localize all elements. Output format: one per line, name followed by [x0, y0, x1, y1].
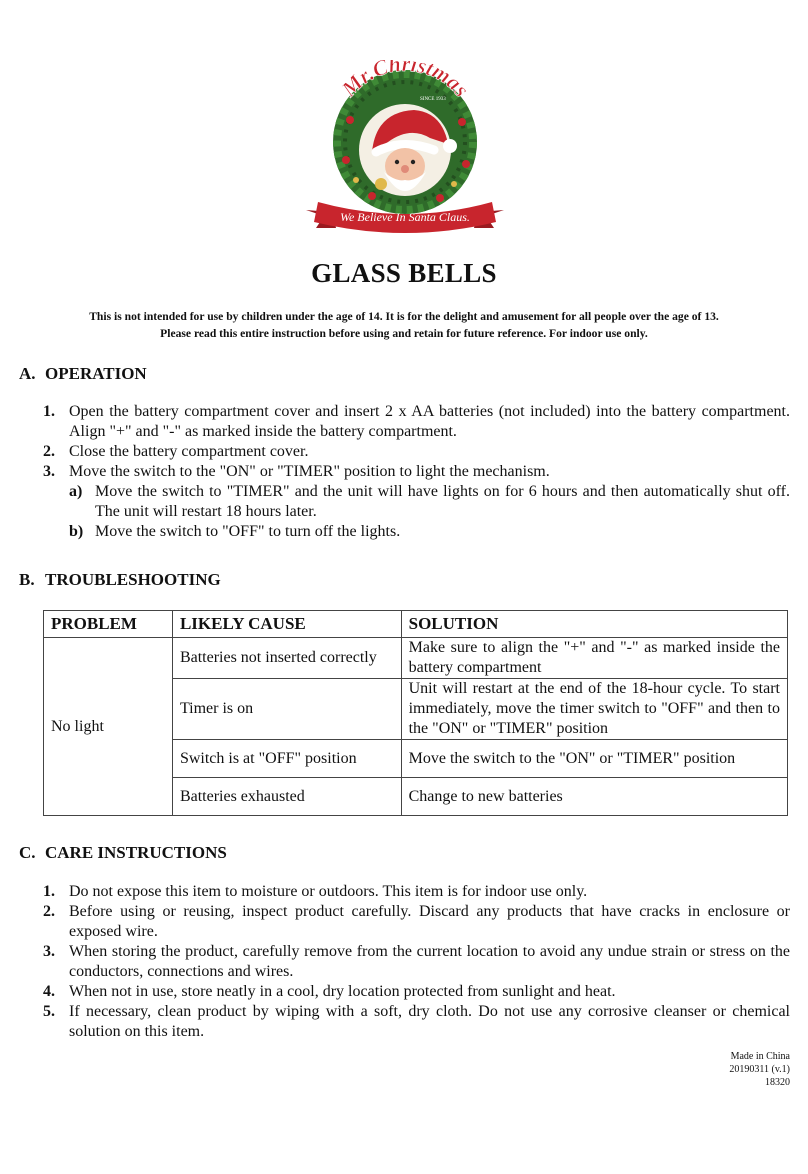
operation-steps — [0, 402, 790, 542]
section-heading-care — [19, 843, 227, 863]
section-heading-troubleshooting — [19, 570, 221, 590]
sub-list-item — [0, 482, 790, 522]
care-steps — [0, 882, 790, 1042]
wreath-logo-graphic — [302, 60, 508, 240]
section-letter: C. — [19, 843, 36, 862]
list-item — [0, 442, 790, 462]
cause-cell: Switch is at "OFF" position — [172, 740, 401, 778]
item-text: Close the battery compartment cover. — [69, 443, 309, 460]
logo-since-text: SINCE 1933 — [420, 97, 446, 102]
item-text: When not in use, store neatly in a cool, dry location protected from sunlight and heat. — [69, 983, 616, 1000]
solution-cell: Change to new batteries — [401, 778, 787, 816]
disclaimer — [20, 308, 788, 342]
solution-cell: Make sure to align the "+" and "-" as marked inside the battery compartment — [401, 638, 787, 679]
section-letter: B. — [19, 570, 35, 589]
logo-brand-text: Mr.Christmas — [336, 60, 475, 102]
item-number: a) — [69, 483, 83, 500]
item-text: Move the switch to "OFF" to turn off the lights. — [95, 523, 401, 540]
item-number: 2. — [43, 443, 55, 460]
version-text: 20190311 (v.1) — [729, 1064, 790, 1075]
item-number: b) — [69, 523, 84, 540]
section-title: CARE INSTRUCTIONS — [45, 843, 227, 862]
section-title: TROUBLESHOOTING — [45, 570, 221, 589]
cause-cell: Batteries not inserted correctly — [172, 638, 401, 679]
sub-list-item — [0, 522, 790, 542]
footer — [729, 1050, 790, 1089]
column-header-problem: PROBLEM — [44, 611, 173, 638]
column-header-cause: LIKELY CAUSE — [172, 611, 401, 638]
solution-cell: Move the switch to the "ON" or "TIMER" position — [401, 740, 787, 778]
mr-christmas-logo — [302, 60, 508, 240]
item-number: 3. — [43, 943, 55, 960]
table-header-row — [44, 611, 788, 638]
list-item — [0, 462, 790, 482]
item-text: Move the switch to the "ON" or "TIMER" position to light the mechanism. — [69, 463, 550, 480]
item-number: 3. — [43, 463, 55, 480]
item-text: Open the battery compartment cover and insert 2 x AA batteries (not included) into the battery compartment. Align "+" and "-" as marked inside the battery compartment. — [69, 403, 790, 440]
item-number: 4. — [43, 983, 55, 1000]
product-code: 18320 — [765, 1077, 790, 1088]
section-title: OPERATION — [45, 364, 147, 383]
item-text: When storing the product, carefully remove from the current location to avoid any undue strain or stress on the conductors, connections and wires. — [69, 943, 790, 980]
column-header-solution: SOLUTION — [401, 611, 787, 638]
logo-tagline: We Believe In Santa Claus. — [340, 210, 470, 224]
list-item — [0, 982, 790, 1002]
cause-cell: Batteries exhausted — [172, 778, 401, 816]
cause-cell: Timer is on — [172, 679, 401, 740]
page-title: GLASS BELLS — [311, 258, 497, 288]
disclaimer-line-1: This is not intended for use by children under the age of 14. It is for the delight and amusement for all people over the age of 13. — [89, 310, 719, 323]
item-number: 1. — [43, 403, 55, 420]
list-item — [0, 942, 790, 982]
item-number: 1. — [43, 883, 55, 900]
list-item — [0, 402, 790, 442]
section-heading-operation — [19, 364, 147, 384]
list-item — [0, 902, 790, 942]
disclaimer-line-2: Please read this entire instruction before using and retain for future reference. For indoor use only. — [160, 327, 648, 340]
troubleshooting-table — [43, 610, 788, 816]
item-number: 2. — [43, 903, 55, 920]
list-item — [0, 1002, 790, 1042]
table-row — [44, 638, 788, 679]
item-text: Do not expose this item to moisture or outdoors. This item is for indoor use only. — [69, 883, 588, 900]
solution-cell: Unit will restart at the end of the 18-hour cycle. To start immediately, move the timer switch to "OFF" and then to the "ON" or "TIMER" position — [401, 679, 787, 740]
origin-text: Made in China — [730, 1051, 790, 1062]
list-item — [0, 882, 790, 902]
section-letter: A. — [19, 364, 36, 383]
item-text: Before using or reusing, inspect product carefully. Discard any products that have cracks in enclosure or exposed wire. — [69, 903, 790, 940]
problem-cell: No light — [44, 638, 173, 816]
item-text: If necessary, clean product by wiping with a soft, dry cloth. Do not use any corrosive cleanser or chemical solution on this item. — [69, 1003, 790, 1040]
item-number: 5. — [43, 1003, 55, 1020]
item-text: Move the switch to "TIMER" and the unit will have lights on for 6 hours and then automatically shut off. The unit will restart 18 hours later. — [95, 483, 790, 520]
